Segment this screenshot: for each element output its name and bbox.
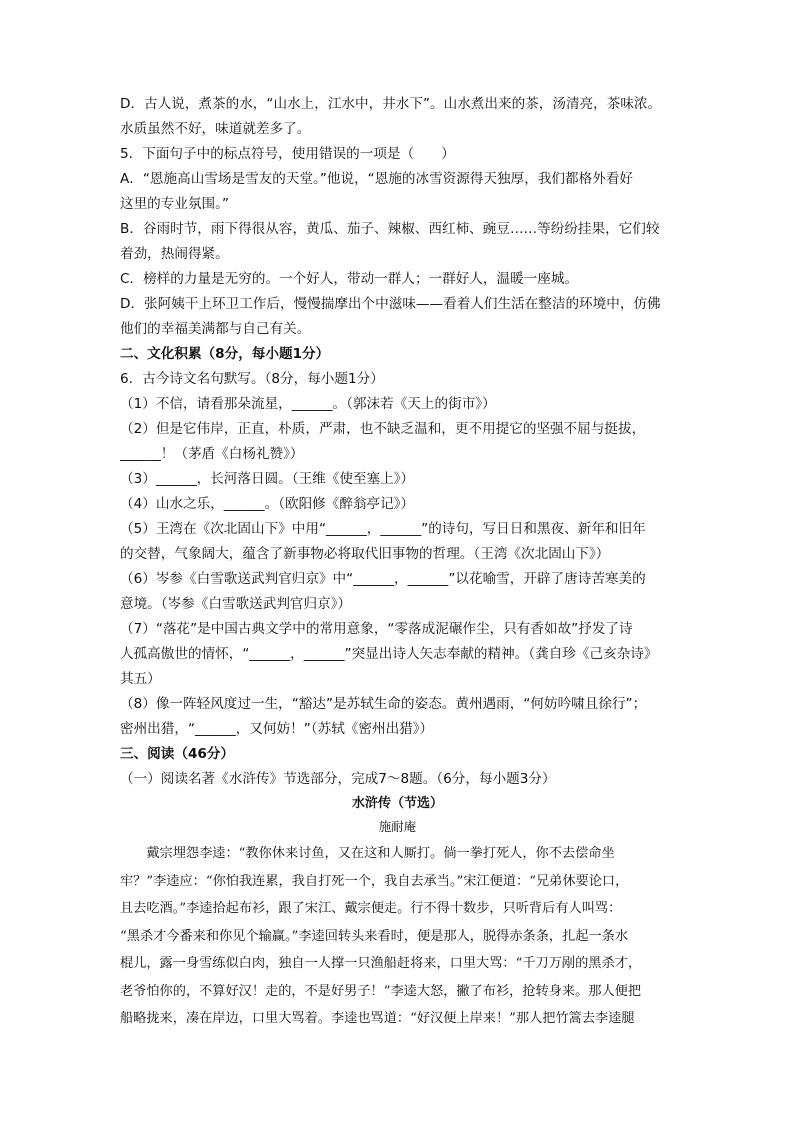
passage-line: 且去吃酒。”李逵拾起布衫，跟了宋江、戴宗便走。行不得十数步，只听背后有人叫骂：: [120, 901, 622, 916]
text-line: 这里的专业氛围。”: [120, 196, 229, 212]
passage-line: 牢？”李逵应：“你怕我连累，我自打死一个，我自去承当。”宋江便道：“兄弟休要论口，: [120, 873, 629, 889]
text-line: 密州出猎，“______，又何妨！”（苏轼《密州出猎》）: [120, 721, 434, 737]
passage-author: 施耐庵: [378, 819, 417, 834]
text-line: B．谷雨时节，雨下得很从容，黄瓜、茄子、辣椒、西红柿、豌豆……等纷纷挂果，它们较: [120, 221, 660, 237]
text-line: （7）“落花”是中国古典文学中的常用意象，“零落成泥碾作尘，只有香如故”抒发了诗: [120, 621, 633, 637]
text-line: （1）不信，请看那朵流星，______。（郭沫若《天上的街市》）: [120, 396, 496, 412]
text-line: 的交替，气象阔大，蕴含了新事物必将取代旧事物的哲理。（王湾《次北固山下》）: [120, 546, 610, 562]
text-line: 着劲，热闹得紧。: [120, 246, 229, 262]
text-line: 6．古今诗文名句默写。（8分，每小题1分）: [120, 371, 384, 387]
text-line: （5）王湾在《次北固山下》中用“______，______”的诗句，写日日和黑夜、新年和旧年: [120, 521, 646, 537]
text-line: 他们的幸福美满都与自己有关。: [120, 321, 311, 337]
passage-body: [120, 840, 675, 1033]
text-line: （6）岑参《白雪歌送武判官归京》中“______，______”以花喻雪，开辟了唐诗苦寒美的: [120, 571, 646, 587]
reading-intro: （一）阅读名著《水浒传》节选部分，完成7～8题。（6分，每小题3分）: [120, 771, 556, 787]
text-line: （8）像一阵轻风度过一生，“豁达”是苏轼生命的姿态。黄州遇雨，“何妨吟啸且徐行”；: [120, 696, 647, 712]
document-content: [120, 92, 675, 1033]
text-line: D．张阿姨干上环卫工作后，慢慢揣摩出个中滋味——看着人们生活在整洁的环境中，仿佛: [120, 296, 661, 312]
text-line: ______！（茅盾《白杨礼赞》）: [120, 446, 304, 462]
question-block-6: [120, 367, 675, 742]
passage-line: “黑杀才今番来和你见个输赢。”李逵回转头来看时，便是那人，脱得赤条条，扎起一条水: [120, 928, 629, 944]
passage-line: 船略拢来，凑在岸边，口里大骂着。李逵也骂道：“好汉便上岸来！”那人把竹篙去李逵腿: [120, 1011, 635, 1026]
text-line: 水质虽然不好，味道就差多了。: [120, 121, 311, 137]
text-line: （2）但是它伟岸，正直，朴质，严肃，也不缺乏温和，更不用提它的坚强不屈与挺拔，: [120, 421, 646, 437]
passage-line: 戴宗埋怨李逵：“教你休来讨鱼，又在这和人厮打。倘一拳打死人，你不去偿命坐: [120, 846, 615, 861]
text-line: 5．下面句子中的标点符号，使用错误的一项是（ ）: [120, 146, 455, 162]
question-block-4-5: [120, 92, 675, 342]
passage-title: 水浒传（节选）: [351, 796, 443, 811]
passage-line: 棍儿，露一身雪练似白肉，独自一人撑一只渔船赶将来，口里大骂：“千刀万剐的黑杀才，: [120, 956, 642, 971]
text-line: 其五）: [120, 671, 161, 687]
passage-line: 老爷怕你的，不算好汉！走的，不是好男子！”李逵大怒，撇了布衫，抢转身来。那人便把: [120, 983, 642, 999]
text-line: （3）______，长河落日圆。（王维《使至塞上》）: [120, 471, 415, 487]
section-heading-cultural: 二、文化积累（8分，每小题1分）: [120, 346, 330, 362]
text-line: 人孤高傲世的情怀，“______，______”突显出诗人矢志奉献的精神。（龚自珍《己亥杂诗》: [120, 646, 658, 662]
text-line: C．榜样的力量是无穷的。一个好人，带动一群人；一群好人，温暖一座城。: [120, 271, 579, 287]
text-line: 意境。（岑参《白雪歌送武判官归京》）: [120, 596, 352, 612]
text-line: D．古人说，煮茶的水，“山水上，江水中，井水下”。山水煮出来的茶，汤清亮，茶味浓。: [120, 96, 662, 112]
text-line: A．“恩施高山雪场是雪友的天堂。”他说，“恩施的冰雪资源得天独厚，我们都格外看好: [120, 171, 633, 187]
text-line: （4）山水之乐，______。（欧阳修《醉翁亭记》）: [120, 496, 415, 512]
section-heading-reading: 三、阅读（46分）: [120, 746, 235, 762]
